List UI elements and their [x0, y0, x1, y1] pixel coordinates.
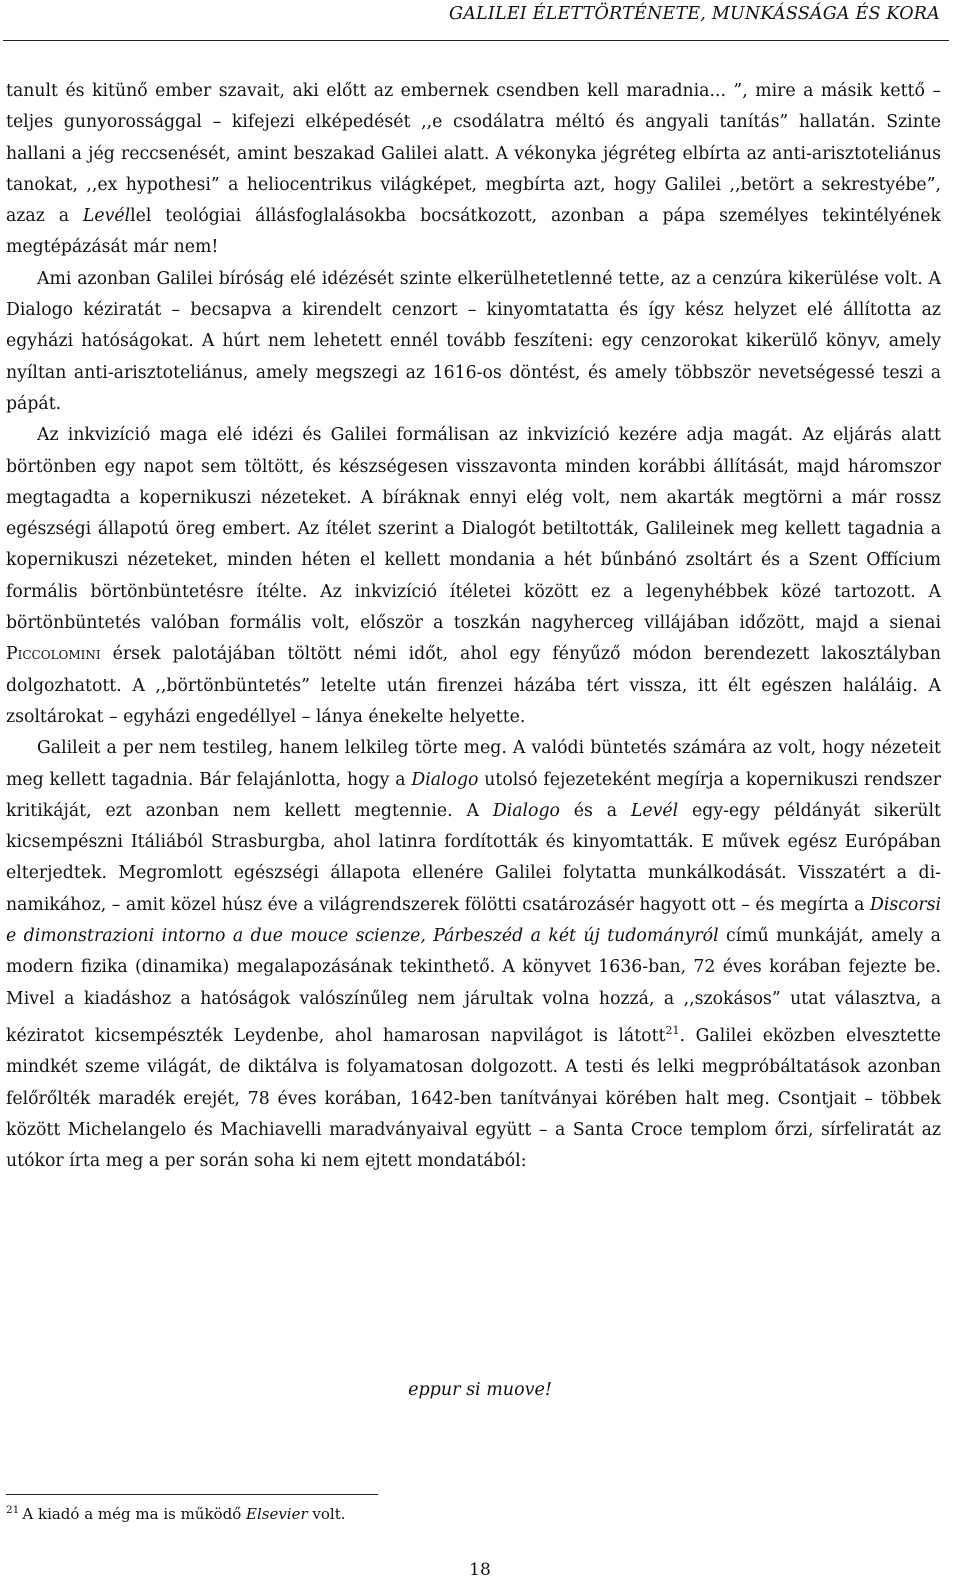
paragraph: [6, 420, 941, 733]
text-run: . Galilei eközben elvesztette mindkét szeme világát, de diktálva is folyamatosan dolgozott. A testi és lelki megpróbáltatások azonban felőrőlték maradék erejét, 78 éves korában, 1642-ben tanítványai körében halt meg. Csontjait – többek között Michelangelo és Machiavelli maradványaival együtt – a Santa Croce templom őrzi, sírfeliratát az utókor írta meg a per során soha ki nem ejtett mondatából:: [6, 1025, 941, 1172]
paragraph: [6, 264, 941, 420]
paragraph: [6, 76, 941, 264]
emphasis-text: Levél: [630, 800, 679, 821]
paragraph: [6, 733, 941, 1177]
footnote-text-before: A kiadó a még ma is működő: [22, 1505, 246, 1523]
smallcaps-name: Piccolomini: [6, 644, 101, 665]
footnote: [6, 1504, 346, 1523]
footnote-text-after: volt.: [307, 1505, 346, 1523]
emphasis-text: Levél: [82, 206, 131, 227]
text-run: egy-egy példányát sikerült kicsempészni Itáliából Strasburgba, ahol latinra fordították és kinyomtatták. E művek egész Európában elterjedtek. Megromlott egészségi állapota ellenére Galilei folytatta munkálkodását. Visszatért a dinamikához, – amit közel húsz éve a világrendszerek fölötti csatározásér hagyott ott – és megírta a: [6, 800, 941, 915]
text-run: Ami azonban Galilei bíróság elé idézését szinte elkerülhetetlenné tette, az a cenzúra kikerülése volt. A Dialogo kéziratát – becsapva a kirendelt cenzort – kinyomtatatta és így kész helyzet elé állította az egyházi hatóságokat. A húrt nem lehetett ennél tovább feszíteni: egy cenzorokat kikerülő könyv, amely nyíltan anti-arisztoteliánus, amely megszegi az 1616-os döntést, és amely többször nevetségessé teszi a pápát.: [6, 268, 941, 414]
text-run: Galileit a per nem testileg, hanem lelkileg törte meg. A valódi büntetés számára az volt, hogy nézeteit meg kellett tagadnia. Bár felajánlotta, hogy a: [6, 738, 941, 790]
closing-quote: eppur si muove!: [408, 1380, 552, 1400]
footnote-rule: [6, 1494, 378, 1495]
text-run: tanult és kitünő ember szavait, aki előtt az embernek csendben kell maradnia... ”, mire a másik kettő – teljes gunyorossággal – kifejezi elképedését ,,e csodálatra méltó és angyali tanítás” hallatán. Szinte hallani a jég reccsenését, amint beszakad Galilei alatt. A vékonyka jégréteg elbírta az anti-arisztoteliánus tanokat, ,,ex hypothesi” a heliocentrikus világképet, megbírta azt, hogy Galilei ,,betört a sekrestyébe”, azaz a: [6, 81, 941, 227]
text-run: és a: [559, 800, 631, 821]
text-run: lel teológiai állásfoglalásokba bocsátkozott, azonban a pápa személyes tekintélyének megtépázását már nem!: [6, 206, 941, 258]
emphasis-text: Discorsi e dimonstrazioni intorno a due mouce scienze, Párbeszéd a két új tudományról: [6, 894, 941, 947]
footnote-emphasis: Elsevier: [246, 1505, 308, 1523]
footnote-reference: 21: [665, 1023, 680, 1037]
text-run: Az inkvizíció maga elé idézi és Galilei formálisan az inkvizíció kezére adja magát. Az eljárás alatt börtönben egy napot sem töltött, és készségesen visszavonta minden korábbi állítását, majd háromszor megtagadta a kopernikuszi nézeteket. A bíráknak ennyi elég volt, nem akarták megtörni a már rossz egészségi állapotú öreg embert. Az ítélet szerint a Dialogót betiltották, Galileinek meg kellett tagadnia a kopernikuszi nézeteket, minden héten el kellett mondania a hét bűnbánó zsoltárt és a Szent Offícium formális börtönbüntetésre ítélte. Az inkvizíció ítéletei között ez a legenyhébbek közé tartozott. A börtönbüntetés valóban formális volt, először a toszkán nagyherceg villájában időzött, majd a sienai: [6, 425, 941, 634]
page-number: 18: [469, 1560, 491, 1580]
text-run: érsek palotájában töltött némi időt, ahol egy fényűző módon berendezett lakosztályban dolgozhatott. A ,,börtönbüntetés” letelte után firenzei házába tért vissza, itt élt egészen haláláig. A zsoltárokat – egyházi engedéllyel – lánya énekelte helyette.: [6, 644, 941, 727]
header-rule: [3, 40, 949, 41]
running-header: GALILEI ÉLETTÖRTÉNETE, MUNKÁSSÁGA ÉS KORA: [449, 4, 940, 24]
emphasis-text: Dialogo: [411, 769, 479, 790]
body-text: [6, 76, 941, 1177]
emphasis-text: Dialogo: [492, 800, 560, 821]
footnote-marker: 21: [6, 1504, 20, 1516]
text-run: utolsó fejezeteként megírja a kopernikuszi rendszer kritikáját, ezt azonban nem kellett megtennie. A: [6, 769, 941, 821]
text-run: című munkáját, amely a modern fizika (dinamika) megalapozásának tekinthető. A könyvet 1636-ban, 72 éves korában fejezte be. Mivel a kiadáshoz a hatóságok valószínűleg nem járultak volna hozzá, a ,,szokásos” utat választva, a kéziratot kicsempészték Leydenbe, ahol hamarosan napvilágot is látott: [6, 926, 941, 1046]
